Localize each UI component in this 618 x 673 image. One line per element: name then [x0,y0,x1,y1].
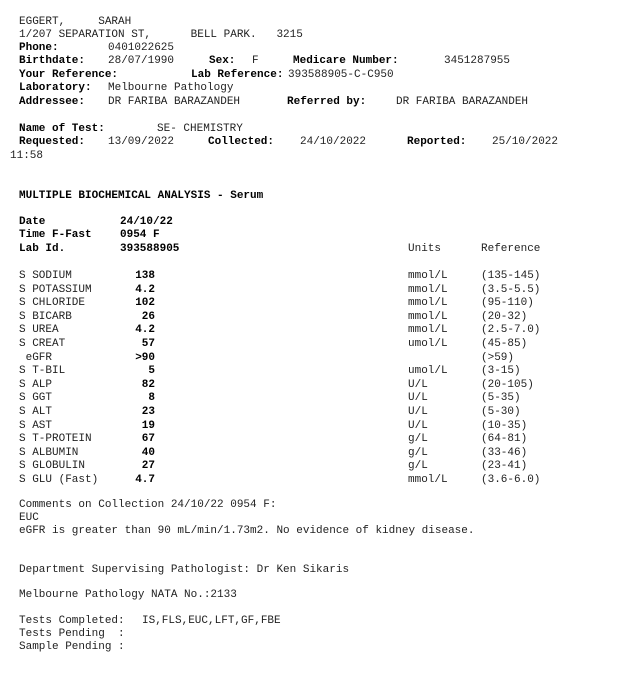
test-unit-cell: mmol/L [408,284,448,296]
test-unit-cell: g/L [408,447,428,459]
test-value-cell: 4.2 [135,324,155,336]
requested-value: 13/09/2022 [108,136,175,148]
patient-address: 1/207 SEPARATION ST, BELL PARK. 3215 [19,29,303,41]
test-reference-cell: (3.6-6.0) [481,474,541,486]
requested-label: Requested: [19,136,86,148]
test-value-cell: 27 [141,460,155,472]
test-name-cell: S AST [19,420,53,432]
test-unit-cell: umol/L [408,338,448,350]
time-label: Time F-Fast [19,229,92,241]
test-unit-cell: mmol/L [408,474,448,486]
test-reference-cell: (3.5-5.5) [481,284,541,296]
table-row [0,460,618,473]
test-value-cell: 4.7 [135,474,155,486]
supervising-pathologist: Department Supervising Pathologist: Dr Ken Sikaris [19,564,350,576]
test-reference-cell: (2.5-7.0) [481,324,541,336]
sex-label: Sex: [209,55,236,67]
laboratory-value: Melbourne Pathology [108,82,234,94]
reference-header: Reference [481,243,541,255]
test-name-cell: S T-BIL [19,365,66,377]
lab-reference-value: 393588905-C-C950 [288,69,394,81]
table-row [0,270,618,283]
table-row [0,433,618,446]
test-value-cell: 57 [141,338,155,350]
test-value-cell: 26 [141,311,155,323]
tests-completed-value: IS,FLS,EUC,LFT,GF,FBE [142,615,281,627]
table-row [0,406,618,419]
table-row [0,338,618,351]
reported-time: 11:58 [10,150,44,162]
test-reference-cell: (>59) [481,352,515,364]
table-row [0,392,618,405]
test-reference-cell: (5-35) [481,392,521,404]
medicare-label: Medicare Number: [293,55,399,67]
test-value-cell: 8 [148,392,155,404]
tests-completed-label: Tests Completed: [19,615,125,627]
addressee-label: Addressee: [19,96,86,108]
patient-name: EGGERT, SARAH [19,16,132,28]
table-row [0,420,618,433]
reported-value: 25/10/2022 [492,136,559,148]
date-label: Date [19,216,46,228]
test-value-cell: 19 [141,420,155,432]
test-reference-cell: (95-110) [481,297,534,309]
test-value-cell: 4.2 [135,284,155,296]
test-name-label: Name of Test: [19,123,105,135]
test-reference-cell: (135-145) [481,270,541,282]
test-value-cell: 5 [148,365,155,377]
test-name-cell: S SODIUM [19,270,72,282]
time-value: 0954 F [120,229,160,241]
nata-number: Melbourne Pathology NATA No.:2133 [19,589,237,601]
sex-value: F [252,55,259,67]
test-name-cell: S BICARB [19,311,72,323]
phone-value: 0401022625 [108,42,175,54]
test-unit-cell: mmol/L [408,311,448,323]
collected-value: 24/10/2022 [300,136,367,148]
test-name-cell: S GLU (Fast) [19,474,99,486]
test-value-cell: 40 [141,447,155,459]
test-unit-cell: mmol/L [408,297,448,309]
table-row [0,324,618,337]
table-row [0,365,618,378]
test-value-cell: 67 [141,433,155,445]
table-row [0,311,618,324]
test-unit-cell: U/L [408,406,428,418]
test-reference-cell: (45-85) [481,338,528,350]
date-value: 24/10/22 [120,216,173,228]
units-header: Units [408,243,442,255]
test-reference-cell: (3-15) [481,365,521,377]
test-name-cell: S POTASSIUM [19,284,92,296]
test-unit-cell: mmol/L [408,270,448,282]
test-name-cell: eGFR [19,352,53,364]
test-reference-cell: (33-46) [481,447,528,459]
birthdate-value: 28/07/1990 [108,55,175,67]
table-row [0,474,618,487]
birthdate-label: Birthdate: [19,55,86,67]
test-name-cell: S GGT [19,392,53,404]
test-reference-cell: (20-105) [481,379,534,391]
test-name-cell: S GLOBULIN [19,460,86,472]
test-name-cell: S ALP [19,379,53,391]
test-unit-cell: mmol/L [408,324,448,336]
test-unit-cell: g/L [408,460,428,472]
your-reference-label: Your Reference: [19,69,119,81]
sample-pending-label: Sample Pending : [19,641,125,653]
test-value-cell: 138 [135,270,155,282]
laboratory-label: Laboratory: [19,82,92,94]
test-reference-cell: (5-30) [481,406,521,418]
test-reference-cell: (10-35) [481,420,528,432]
table-row [0,297,618,310]
comments-heading: Comments on Collection 24/10/22 0954 F: [19,499,277,511]
test-unit-cell: U/L [408,392,428,404]
collected-label: Collected: [208,136,275,148]
test-reference-cell: (20-32) [481,311,528,323]
lab-reference-label: Lab Reference: [191,69,284,81]
test-name-cell: S T-PROTEIN [19,433,92,445]
test-name-value: SE- CHEMISTRY [157,123,243,135]
table-row [0,379,618,392]
referred-by-label: Referred by: [287,96,367,108]
table-row [0,352,618,365]
test-name-cell: S ALBUMIN [19,447,79,459]
addressee-value: DR FARIBA BARAZANDEH [108,96,241,108]
phone-label: Phone: [19,42,59,54]
test-reference-cell: (64-81) [481,433,528,445]
comments-section: EUC [19,512,39,524]
test-value-cell: 23 [141,406,155,418]
test-reference-cell: (23-41) [481,460,528,472]
referred-by-value: DR FARIBA BARAZANDEH [396,96,529,108]
test-value-cell: 82 [141,379,155,391]
table-row [0,284,618,297]
test-unit-cell: umol/L [408,365,448,377]
comments-text: eGFR is greater than 90 mL/min/1.73m2. No evidence of kidney disease. [19,525,475,537]
lab-id-value: 393588905 [120,243,180,255]
test-value-cell: 102 [135,297,155,309]
lab-id-label: Lab Id. [19,243,66,255]
medicare-value: 3451287955 [444,55,511,67]
test-value-cell: >90 [135,352,155,364]
test-name-cell: S CHLORIDE [19,297,86,309]
test-unit-cell: g/L [408,433,428,445]
reported-label: Reported: [407,136,467,148]
test-name-cell: S UREA [19,324,59,336]
test-name-cell: S ALT [19,406,53,418]
test-unit-cell: U/L [408,420,428,432]
table-row [0,447,618,460]
test-unit-cell: U/L [408,379,428,391]
test-name-cell: S CREAT [19,338,66,350]
analysis-title: MULTIPLE BIOCHEMICAL ANALYSIS - Serum [19,190,264,202]
tests-pending-label: Tests Pending : [19,628,125,640]
